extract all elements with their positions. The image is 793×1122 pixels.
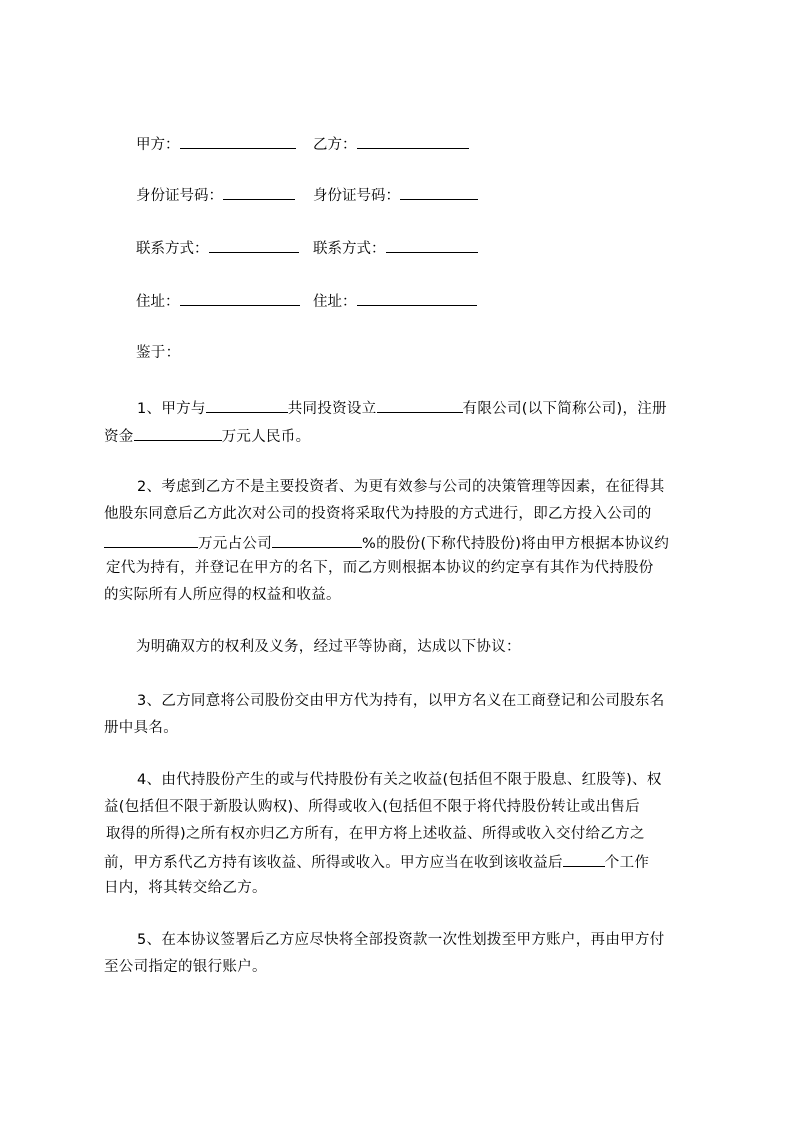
address-a-field: [136, 290, 300, 312]
clause-2-percent-blank[interactable]: [272, 532, 362, 548]
address-b-field: [313, 290, 477, 312]
agreement-preamble: 为明确双方的权利及义务，经过平等协商，达成以下协议：: [136, 639, 521, 655]
clause-1-text-b: 共同投资设立: [287, 401, 377, 417]
clause-4-text-b: 个工作: [604, 855, 650, 871]
clause-1-line-2: [104, 425, 310, 447]
clause-2-line-4: 定代为持有，并登记在甲方的名下，而乙方则根据本协议的约定享有其作为代持股份: [106, 560, 654, 576]
contact-b-label: 联系方式：: [313, 241, 386, 257]
clause-2-amount-blank[interactable]: [104, 532, 198, 548]
clause-1-line-1: [137, 397, 667, 419]
address-a-label: 住址：: [136, 294, 180, 310]
clause-1-text-a: 1、甲方与: [137, 401, 206, 417]
party-b-label: 乙方：: [313, 137, 357, 153]
contact-b-blank[interactable]: [386, 237, 478, 253]
clause-1-text-e: 万元人民币。: [221, 429, 311, 445]
party-b-blank[interactable]: [357, 133, 469, 149]
clause-2-line-2: 他股东同意后乙方此次对公司的投资将采取代为持股的方式进行，即乙方投入公司的: [104, 506, 652, 522]
address-b-blank[interactable]: [357, 290, 477, 306]
party-a-field: [136, 133, 296, 155]
clause-5-line-2: 至公司指定的银行账户。: [104, 959, 267, 975]
id-b-field: [313, 184, 478, 206]
clause-2-line-3: [104, 532, 669, 554]
contact-a-blank[interactable]: [209, 237, 299, 253]
id-b-blank[interactable]: [400, 184, 478, 200]
party-a-label: 甲方：: [136, 137, 180, 153]
clause-4-line-2: 益(包括但不限于新股认购权)、所得或收入(包括但不限于将代持股份转让或出售后: [104, 799, 640, 815]
party-a-blank[interactable]: [180, 133, 296, 149]
contact-a-field: [136, 237, 299, 259]
clause-2-text-a: 万元占公司: [198, 536, 272, 552]
party-b-field: [313, 133, 469, 155]
clause-3-line-2: 册中具名。: [104, 720, 178, 736]
whereas-heading: 鉴于：: [136, 345, 181, 361]
clause-2-line-5: 的实际所有人所应得的权益和收益。: [104, 587, 341, 603]
clause-1-co-investor-blank[interactable]: [206, 397, 288, 413]
clause-1-text-c: 有限公司(以下简称公司)，注册: [462, 401, 667, 417]
contact-b-field: [313, 237, 478, 259]
contact-a-label: 联系方式：: [136, 241, 209, 257]
clause-4-line-3: 取得的所得)之所有权亦归乙方所有，在甲方将上述收益、所得或收入交付给乙方之: [106, 826, 645, 842]
clause-1-text-d: 资金: [104, 429, 134, 445]
id-a-label: 身份证号码：: [136, 188, 223, 204]
clause-4-line-4: [104, 851, 649, 873]
id-b-label: 身份证号码：: [313, 188, 400, 204]
address-a-blank[interactable]: [180, 290, 300, 306]
id-a-blank[interactable]: [223, 184, 295, 200]
clause-1-capital-blank[interactable]: [134, 425, 222, 441]
address-b-label: 住址：: [313, 294, 357, 310]
id-a-field: [136, 184, 295, 206]
clause-5-line-1: 5、在本协议签署后乙方应尽快将全部投资款一次性划拨至甲方账户，再由甲方付: [137, 932, 665, 948]
clause-1-company-blank[interactable]: [377, 397, 463, 413]
clause-4-text-a: 前，甲方系代乙方持有该收益、所得或收入。甲方应当在收到该收益后: [104, 855, 563, 871]
clause-2-text-b: %的股份(下称代持股份)将由甲方根据本协议约: [362, 536, 670, 552]
clause-4-line-1: 4、由代持股份产生的或与代持股份有关之收益(包括但不限于股息、红股等)、权: [137, 772, 662, 788]
clause-4-line-5: 日内，将其转交给乙方。: [104, 880, 267, 896]
clause-3-line-1: 3、乙方同意将公司股份交由甲方代为持有，以甲方名义在工商登记和公司股东名: [137, 693, 665, 709]
clause-2-line-1: 2、考虑到乙方不是主要投资者、为更有效参与公司的决策管理等因素，在征得其: [137, 479, 665, 495]
clause-4-days-blank[interactable]: [563, 851, 605, 867]
